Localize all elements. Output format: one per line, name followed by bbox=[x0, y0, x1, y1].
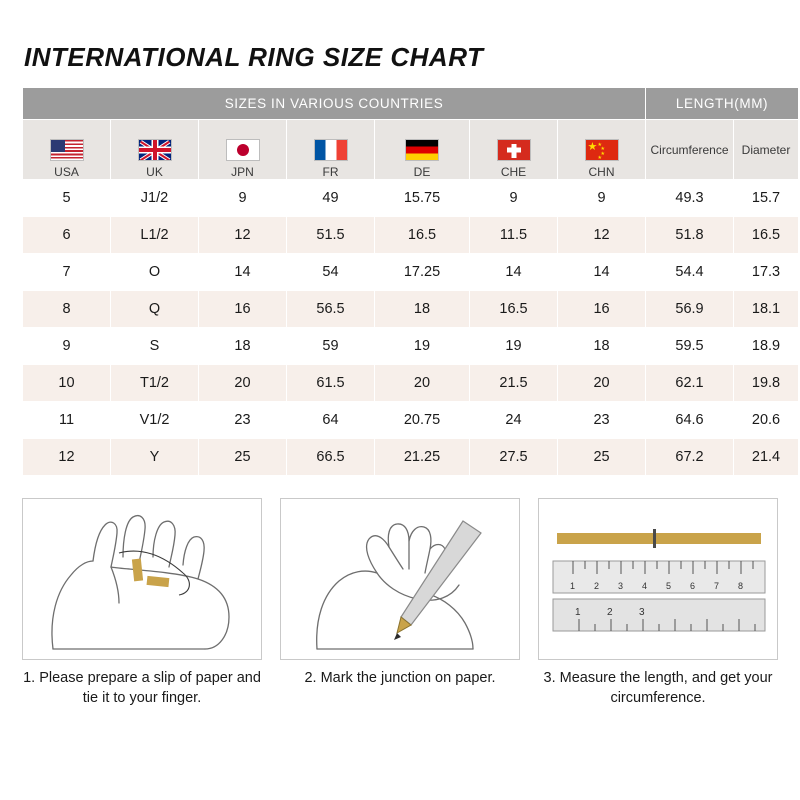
cell-uk: Y bbox=[111, 439, 199, 476]
step-1 bbox=[22, 498, 262, 708]
country-code-fr: FR bbox=[322, 165, 339, 179]
table-row bbox=[23, 402, 799, 439]
cell-chn: 14 bbox=[558, 254, 646, 291]
cell-fr: 51.5 bbox=[287, 217, 375, 254]
cell-de: 17.25 bbox=[375, 254, 470, 291]
cell-usa: 7 bbox=[23, 254, 111, 291]
column-header-diameter: Diameter bbox=[734, 120, 799, 180]
cell-fr: 59 bbox=[287, 328, 375, 365]
group-header-length: LENGTH(MM) bbox=[646, 88, 799, 120]
cell-de: 20 bbox=[375, 365, 470, 402]
column-header-circumference: Circumference bbox=[646, 120, 734, 180]
cell-circumference: 56.9 bbox=[646, 291, 734, 328]
cell-usa: 5 bbox=[23, 180, 111, 217]
cell-che: 19 bbox=[470, 328, 558, 365]
flag-germany-icon bbox=[405, 139, 439, 161]
cell-che: 11.5 bbox=[470, 217, 558, 254]
cell-chn: 20 bbox=[558, 365, 646, 402]
svg-text:1: 1 bbox=[570, 581, 576, 591]
ring-size-table bbox=[22, 87, 799, 476]
cell-circumference: 54.4 bbox=[646, 254, 734, 291]
cell-uk: T1/2 bbox=[111, 365, 199, 402]
column-header-chn bbox=[558, 120, 646, 180]
column-header-che bbox=[470, 120, 558, 180]
flag-france-icon bbox=[314, 139, 348, 161]
cell-jpn: 16 bbox=[199, 291, 287, 328]
svg-text:6: 6 bbox=[690, 581, 696, 591]
cell-jpn: 20 bbox=[199, 365, 287, 402]
page-title: INTERNATIONAL RING SIZE CHART bbox=[24, 42, 484, 72]
cell-uk: L1/2 bbox=[111, 217, 199, 254]
cell-chn: 23 bbox=[558, 402, 646, 439]
table-flag-header-row bbox=[23, 120, 799, 180]
cell-che: 27.5 bbox=[470, 439, 558, 476]
step-caption: 3. Measure the length, and get your circumference. bbox=[543, 670, 773, 706]
cell-fr: 56.5 bbox=[287, 291, 375, 328]
hand-marking-paper-with-pen-illustration bbox=[280, 498, 520, 660]
cell-circumference: 67.2 bbox=[646, 439, 734, 476]
cell-che: 24 bbox=[470, 402, 558, 439]
country-code-chn: CHN bbox=[588, 165, 615, 179]
cell-che: 9 bbox=[470, 180, 558, 217]
cell-uk: S bbox=[111, 328, 199, 365]
table-row bbox=[23, 291, 799, 328]
cell-circumference: 62.1 bbox=[646, 365, 734, 402]
cell-jpn: 25 bbox=[199, 439, 287, 476]
cell-fr: 49 bbox=[287, 180, 375, 217]
paper-strip-on-ruler-illustration bbox=[538, 498, 778, 660]
cell-de: 20.75 bbox=[375, 402, 470, 439]
measure-steps bbox=[22, 498, 778, 708]
hand-with-paper-strip-illustration bbox=[22, 498, 262, 660]
svg-text:7: 7 bbox=[714, 581, 720, 591]
table-row bbox=[23, 217, 799, 254]
cell-diameter: 19.8 bbox=[734, 365, 799, 402]
cell-jpn: 23 bbox=[199, 402, 287, 439]
cell-chn: 16 bbox=[558, 291, 646, 328]
country-code-jpn: JPN bbox=[231, 165, 254, 179]
cell-usa: 9 bbox=[23, 328, 111, 365]
cell-usa: 8 bbox=[23, 291, 111, 328]
country-code-usa: USA bbox=[54, 165, 79, 179]
cell-diameter: 21.4 bbox=[734, 439, 799, 476]
cell-jpn: 18 bbox=[199, 328, 287, 365]
cell-circumference: 49.3 bbox=[646, 180, 734, 217]
svg-text:3: 3 bbox=[618, 581, 624, 591]
step-caption: 2. Mark the junction on paper. bbox=[304, 670, 496, 686]
cell-diameter: 18.9 bbox=[734, 328, 799, 365]
cell-diameter: 18.1 bbox=[734, 291, 799, 328]
svg-text:1: 1 bbox=[575, 607, 581, 618]
cell-jpn: 12 bbox=[199, 217, 287, 254]
table-group-header-row bbox=[23, 88, 799, 120]
step-3 bbox=[538, 498, 778, 708]
cell-diameter: 16.5 bbox=[734, 217, 799, 254]
column-header-jpn bbox=[199, 120, 287, 180]
cell-de: 18 bbox=[375, 291, 470, 328]
cell-circumference: 51.8 bbox=[646, 217, 734, 254]
column-header-usa bbox=[23, 120, 111, 180]
cell-uk: V1/2 bbox=[111, 402, 199, 439]
cell-chn: 25 bbox=[558, 439, 646, 476]
flag-china-icon: ★ ★ ★ ★ ★ bbox=[585, 139, 619, 161]
svg-text:2: 2 bbox=[594, 581, 600, 591]
flag-japan-icon bbox=[226, 139, 260, 161]
step-caption: 1. Please prepare a slip of paper and tie it to your finger. bbox=[23, 670, 261, 706]
cell-chn: 12 bbox=[558, 217, 646, 254]
table-row bbox=[23, 439, 799, 476]
cell-de: 19 bbox=[375, 328, 470, 365]
cell-chn: 18 bbox=[558, 328, 646, 365]
flag-usa-icon bbox=[50, 139, 84, 161]
cell-de: 21.25 bbox=[375, 439, 470, 476]
cell-usa: 12 bbox=[23, 439, 111, 476]
group-header-countries: SIZES IN VARIOUS COUNTRIES bbox=[23, 88, 646, 120]
flag-switzerland-icon bbox=[497, 139, 531, 161]
cell-fr: 64 bbox=[287, 402, 375, 439]
step-2 bbox=[280, 498, 520, 708]
table-row bbox=[23, 254, 799, 291]
cell-chn: 9 bbox=[558, 180, 646, 217]
country-code-de: DE bbox=[413, 165, 431, 179]
cell-che: 21.5 bbox=[470, 365, 558, 402]
svg-text:5: 5 bbox=[666, 581, 672, 591]
cell-fr: 61.5 bbox=[287, 365, 375, 402]
country-code-che: CHE bbox=[500, 165, 527, 179]
cell-fr: 66.5 bbox=[287, 439, 375, 476]
cell-usa: 6 bbox=[23, 217, 111, 254]
cell-usa: 11 bbox=[23, 402, 111, 439]
cell-de: 16.5 bbox=[375, 217, 470, 254]
cell-uk: Q bbox=[111, 291, 199, 328]
svg-text:8: 8 bbox=[738, 581, 744, 591]
cell-diameter: 20.6 bbox=[734, 402, 799, 439]
cell-circumference: 59.5 bbox=[646, 328, 734, 365]
table-row bbox=[23, 328, 799, 365]
svg-text:3: 3 bbox=[639, 607, 645, 618]
country-code-uk: UK bbox=[146, 165, 163, 179]
cell-fr: 54 bbox=[287, 254, 375, 291]
svg-text:2: 2 bbox=[607, 607, 613, 618]
cell-circumference: 64.6 bbox=[646, 402, 734, 439]
cell-uk: J1/2 bbox=[111, 180, 199, 217]
cell-usa: 10 bbox=[23, 365, 111, 402]
column-header-de bbox=[375, 120, 470, 180]
table-row bbox=[23, 180, 799, 217]
svg-text:4: 4 bbox=[642, 581, 648, 591]
cell-che: 14 bbox=[470, 254, 558, 291]
cell-jpn: 9 bbox=[199, 180, 287, 217]
cell-che: 16.5 bbox=[470, 291, 558, 328]
cell-uk: O bbox=[111, 254, 199, 291]
column-header-uk bbox=[111, 120, 199, 180]
cell-diameter: 17.3 bbox=[734, 254, 799, 291]
cell-diameter: 15.7 bbox=[734, 180, 799, 217]
column-header-fr bbox=[287, 120, 375, 180]
flag-uk-icon bbox=[138, 139, 172, 161]
table-row bbox=[23, 365, 799, 402]
cell-jpn: 14 bbox=[199, 254, 287, 291]
cell-de: 15.75 bbox=[375, 180, 470, 217]
